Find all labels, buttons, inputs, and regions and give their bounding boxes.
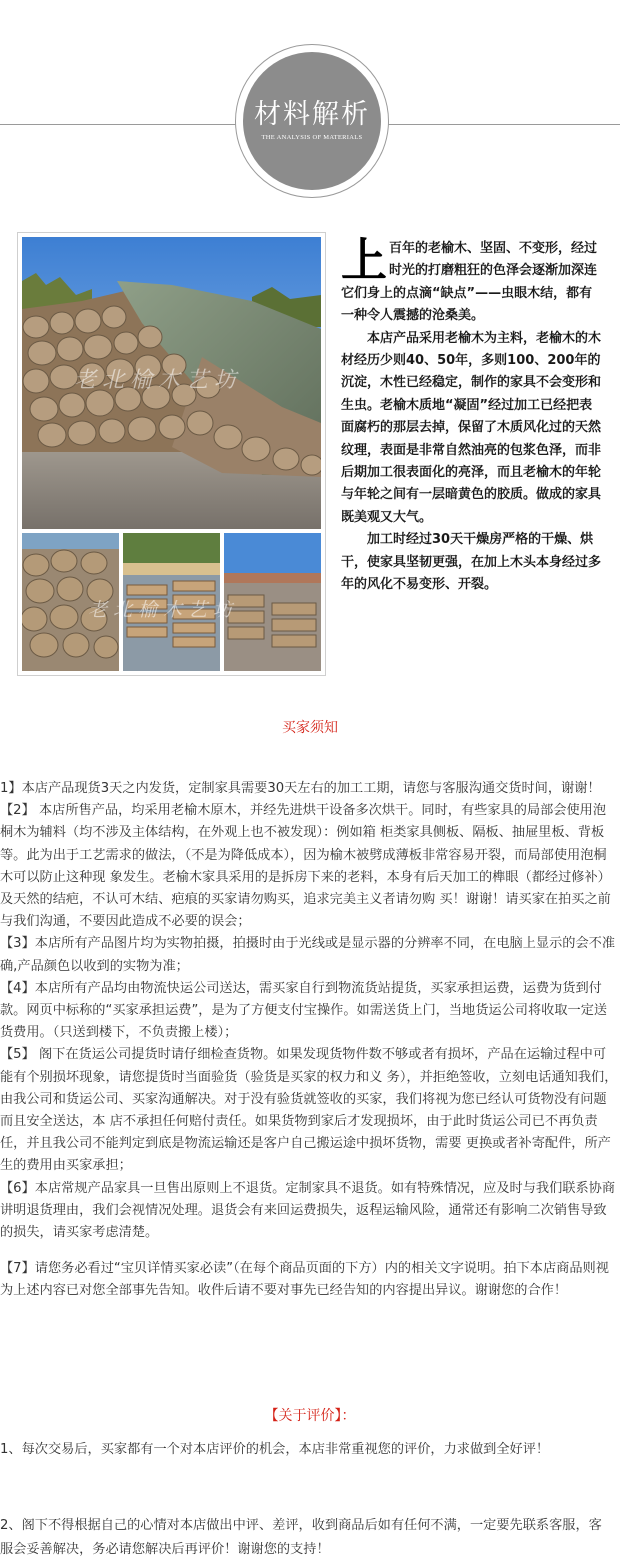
watermark-small: 老北榆木艺坊 xyxy=(88,599,239,621)
review-policy-2 xyxy=(0,1514,612,1562)
photo-yard-stacks xyxy=(224,533,321,671)
buyer-notice-title: 买家须知 xyxy=(282,720,338,736)
section-header xyxy=(0,0,620,215)
review-title: 【关于评价】： xyxy=(264,1408,356,1424)
notice-item: 1】本店产品现货3天之内发货，定制家具需要30天左右的加工工期，请您与客服沟通交货时间，谢谢！ xyxy=(0,781,601,796)
notice-item: 【4】本店所有产品均由物流快运公司送达，需买家自行到物流货站提货，买家承担运费，运费为货到付款。网页中标称的“买家承担运费”，是为了方便支付宝操作。如需送货上门，当地货运公司将收取一定送货费用。（只送到楼下，不负责搬上楼）； xyxy=(0,980,608,1041)
notice-item: 【3】本店所有产品图片均为实物拍摄，拍摄时由于光线或是显示器的分辨率不同，在电脑上显示的会不准确,产品颜色以收到的实物为准； xyxy=(0,936,616,974)
intro-drop-cap: 上 xyxy=(341,233,387,287)
photo-main-log-pile xyxy=(22,237,321,529)
notice-item: 【7】请您务必看过“宝贝详情买家必读”（在每个商品页面的下方）内的相关文字说明。拍下本店商品则视为上述内容已对您全部事先告知。收件后请不要对事先已经告知的内容提出异议。谢谢您的合作！ xyxy=(0,1261,609,1299)
watermark-main: 老北榆木艺坊 xyxy=(74,368,243,393)
intro-paragraph-3: 加工时经过30天干燥房严格的干燥、烘干，使家具坚韧更强，在加上木头本身经过多年的风化不易变形、开裂。 xyxy=(341,532,602,593)
review-text-1: 1、每次交易后，买家都有一个对本店评价的机会，本店非常重视您的评价，力求做到全好评！ xyxy=(0,1442,550,1457)
section-title: 材料解析 xyxy=(254,99,370,130)
intro-paragraph-2: 本店产品采用老榆木为主料，老榆木的木材经历少则40、50年，多则100、200年的沉淀，木性已经稳定，制作的家具不会变形和生虫。老榆木质地“凝固”经过加工已经把表面腐朽的那层去掉，保留了木质风化过的天然纹理，表面是非常自然油亮的包浆色泽，而非后期加工很表面化的亮泽，而且老榆木的年轮与年轮之间有一层暗黄色的胶质。做成的家具既美观又大气。 xyxy=(341,330,602,525)
material-intro xyxy=(341,233,603,597)
intro-paragraph-1: 百年的老榆木、坚固、不变形，经过时光的打磨粗狂的色泽会逐渐加深连它们身上的点滴“缺点”——虫眼木结，都有一种令人震撼的沧桑美。 xyxy=(341,241,598,324)
notice-item: 【6】本店常规产品家具一旦售出原则上不退货。定制家具不退货。如有特殊情况，应及时与我们联系协商讲明退货理由，我们会视情况处理。退货会有来回运费损失，返程运输风险，通常还有影响二次销售导致的损失，请买家考虑清楚。 xyxy=(0,1180,616,1241)
section-subtitle: THE ANALYSIS OF MATERIALS xyxy=(261,134,363,141)
notice-item: 【5】 阁下在货运公司提货时请仔细检查货物。如果发现货物件数不够或者有损坏，产品在运输过程中可能有个别损坏现象，请您提货时当面验货（验货是买家的权力和义 务），并拒绝签收，立刻电话通知我们，由我公司和货运公司、买家沟通解决。对于没有验货就签收的买家，我们将视为您已经认可货物没有问题而且安全送达，本 店不承担任何赔付责任。如果货物到家后才发现损坏，由于此时货运公司已不再负责任，并且我公司不能判定到底是物流运输还是客户自己搬运途中损坏货物，需要 更换或者补寄配件，所产生的费用由买家承担； xyxy=(0,1047,618,1174)
photo-gallery xyxy=(17,232,326,676)
review-text-2: 2、阁下不得根据自己的心情对本店做出中评、差评，收到商品后如有任何不满，一定要先联系客服，客服会妥善解决，务必请您解决后再评价！谢谢您的支持！ xyxy=(0,1518,602,1557)
review-policy-1 xyxy=(0,1438,612,1462)
notice-item: 【2】 本店所售产品，均采用老榆木原木，并经先进烘干设备多次烘干。同时，有些家具的局部会使用泡桐木为辅料（均不涉及主体结构，在外观上也不被发现）：例如箱 柜类家具侧板、隔板、抽屉里板、背板等。此为出于工艺需求的做法，（不是为降低成本），因为榆木被劈成薄板非常容易开裂，而局部使用泡桐木可以防止这种现 象发生。老榆木家具采用的是拆房下来的老料，本身有后天加工的榫眼（都经过修补）及天然的结疤，不认可木结、疤痕的买家请勿购买，追求完美主义者请勿购 买！谢谢！请买家在拍买之前与我们沟通，不要因此造成不必要的误会； xyxy=(0,803,611,930)
buyer-notice xyxy=(0,778,618,1303)
